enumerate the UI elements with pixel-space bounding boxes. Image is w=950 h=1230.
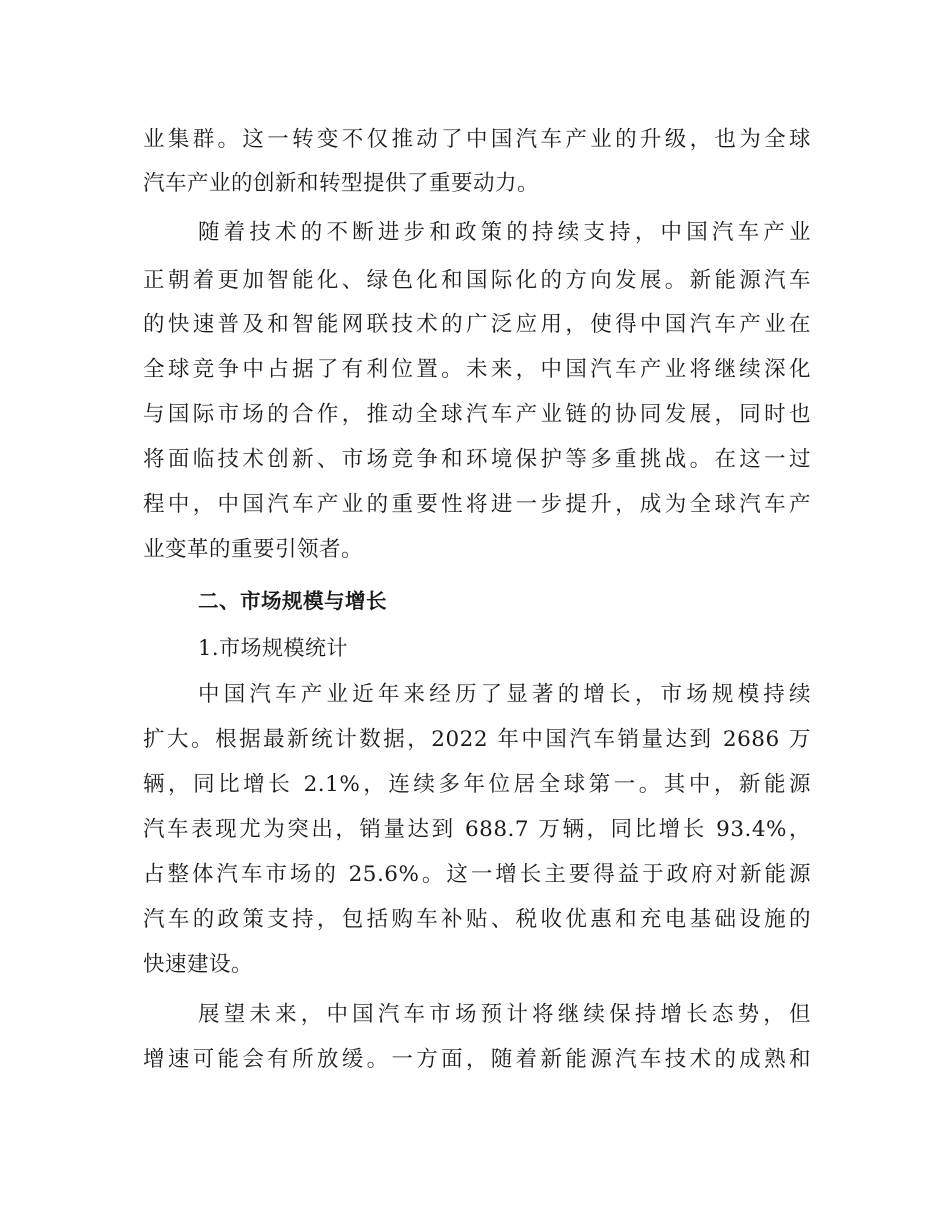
section-heading: 二、市场规模与增长 <box>198 589 387 613</box>
paragraph-line: 随着技术的不断进步和政策的持续支持，中国汽车产业 <box>198 220 811 245</box>
paragraph-line: 汽车的政策支持，包括购车补贴、税收优惠和充电基础设施的 <box>143 907 811 932</box>
subsection-heading: 1.市场规模统计 <box>198 636 349 660</box>
paragraph-line: 汽车产业的创新和转型提供了重要动力。 <box>143 171 540 196</box>
paragraph-line: 汽车表现尤为突出，销量达到 688.7 万辆，同比增长 93.4%， <box>143 817 811 842</box>
paragraph-line: 增速可能会有所放缓。一方面，随着新能源汽车技术的成熟和 <box>143 1047 811 1072</box>
paragraph-line: 全球竞争中占据了有利位置。未来，中国汽车产业将继续深化 <box>143 357 811 382</box>
paragraph-line: 辆，同比增长 2.1%，连续多年位居全球第一。其中，新能源 <box>143 772 811 797</box>
paragraph-line: 占整体汽车市场的 25.6%。这一增长主要得益于政府对新能源 <box>143 862 811 887</box>
paragraph-line: 的快速普及和智能网联技术的广泛应用，使得中国汽车产业在 <box>143 312 811 337</box>
paragraph-line: 业变革的重要引领者。 <box>143 537 364 562</box>
paragraph-line: 将面临技术创新、市场竞争和环境保护等多重挑战。在这一过 <box>143 447 811 472</box>
paragraph-line: 中国汽车产业近年来经历了显著的增长，市场规模持续 <box>198 682 811 707</box>
paragraph-line: 业集群。这一转变不仅推动了中国汽车产业的升级，也为全球 <box>143 127 811 152</box>
paragraph-line: 正朝着更加智能化、绿色化和国际化的方向发展。新能源汽车 <box>143 268 811 293</box>
paragraph-line: 程中，中国汽车产业的重要性将进一步提升，成为全球汽车产 <box>143 492 811 517</box>
paragraph-line: 快速建设。 <box>143 952 254 977</box>
paragraph-line: 扩大。根据最新统计数据，2022 年中国汽车销量达到 2686 万 <box>143 727 811 752</box>
paragraph-line: 展望未来，中国汽车市场预计将继续保持增长态势，但 <box>198 1002 811 1027</box>
paragraph-line: 与国际市场的合作，推动全球汽车产业链的协同发展，同时也 <box>143 402 811 427</box>
